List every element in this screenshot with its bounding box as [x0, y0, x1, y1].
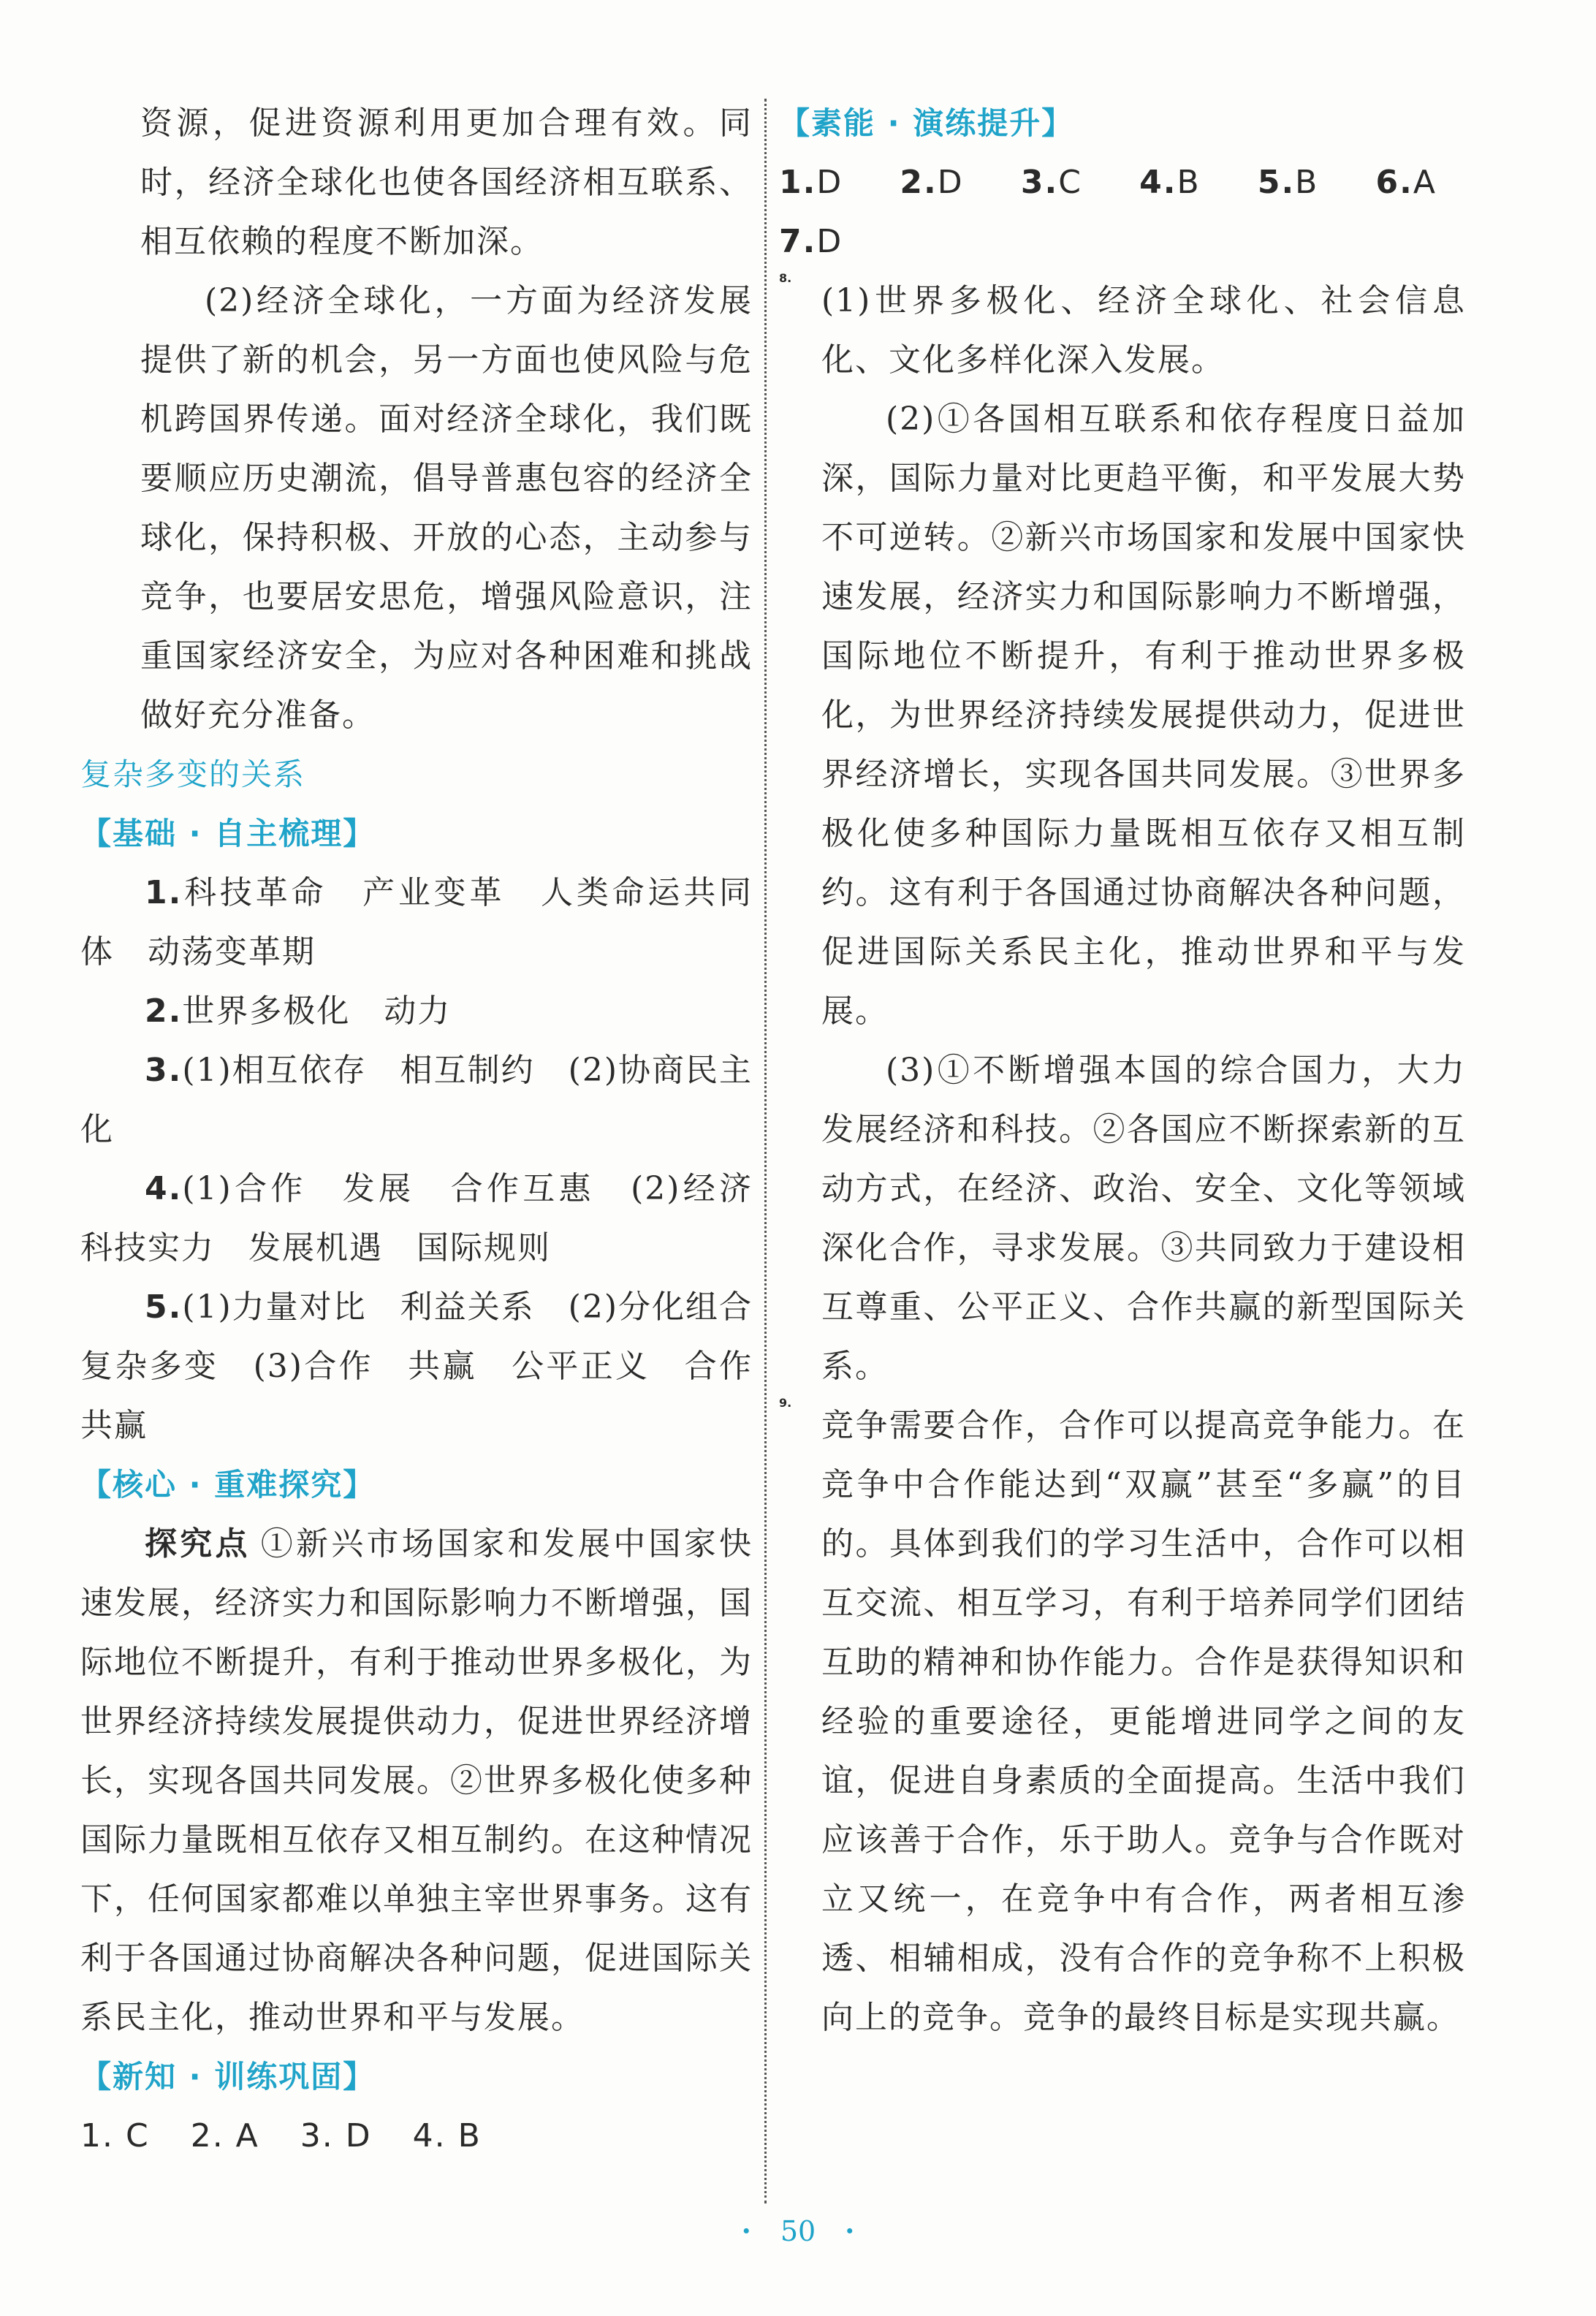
- item-text: (1)力量对比 利益关系 (2)分化组合 复杂多变 (3)合作 共赢 公平正义 合作共赢: [80, 1288, 786, 1444]
- mc-answer: [779, 223, 843, 260]
- jichu-item: [80, 1277, 786, 1455]
- continued-paragraph: 资源，促进资源利用更加合理有效。同时，经济全球化也使各国经济相互联系、相互依赖的程度不断加深。: [140, 105, 753, 260]
- question-9: [779, 1396, 1466, 2047]
- globalization-paragraph: (2)经济全球化，一方面为经济发展提供了新的机会，另一方面也使风险与危机跨国界传递。面对经济全球化，我们既要顺应历史潮流，倡导普惠包容的经济全球化，保持积极、开放的心态，主动参与竞争，也要居安思危，增强风险意识，注重国家经济安全，为应对各种困难和挑战做好充分准备。: [140, 282, 753, 734]
- hexin-header: 【核心 · 重难探究】: [80, 1467, 376, 1503]
- mc-choice: B: [1177, 164, 1201, 201]
- page-number: [0, 2214, 1596, 2247]
- mc-num: 6.: [1375, 164, 1413, 201]
- q8-part2: (2)①各国相互联系和依存程度日益加深，国际力量对比更趋平衡，和平发展大势不可逆转。②新兴市场国家和发展中国家快速发展，经济实力和国际影响力不断增强，国际地位不断提升，有利于推动世界多极化，为世界经济持续发展提供动力，促进世界经济增长，实现各国共同发展。③世界多极化使多种国际力量既相互依存又相互制约。这有利于各国通过协商解决各种问题，促进国际关系民主化，推动世界和平与发展。: [821, 400, 1466, 1030]
- tanjiu-label: 探究点: [145, 1525, 251, 1563]
- question-number: 8.: [779, 271, 792, 285]
- mc-num: 2.: [900, 164, 938, 201]
- question-8: [779, 271, 1466, 1396]
- question-number: 9.: [779, 1396, 792, 1410]
- tanjiu-text: ①新兴市场国家和发展中国家快速发展，经济实力和国际影响力不断增强，国际地位不断提升，有利于推动世界多极化，为世界经济持续发展提供动力，促进世界经济增长，实现各国共同发展。②世界多极化使多种国际力量既相互依存又相互制约。在这种情况下，任何国家都难以单独主宰世界事务。这有利于各国通过协商解决各种问题，促进国际关系民主化，推动世界和平与发展。: [80, 1525, 753, 2036]
- mc-answer: [1376, 164, 1437, 201]
- column-divider: [764, 99, 767, 2203]
- mc-num: 5.: [1257, 164, 1296, 201]
- jichu-item: [80, 1041, 753, 1159]
- q8-part1: (1)世界多极化、经济全球化、社会信息化、文化多样化深入发展。: [821, 282, 1466, 379]
- mc-num: 3.: [1020, 164, 1059, 201]
- mc-num: 1.: [779, 164, 817, 201]
- mc-choice: D: [816, 223, 843, 260]
- item-text: (1)相互依存 相互制约 (2)协商民主化: [80, 1052, 753, 1148]
- item-number: 5.: [145, 1288, 183, 1326]
- mc-answer: [1021, 164, 1082, 201]
- item-number: 1.: [145, 874, 183, 911]
- mc-answer: [900, 164, 963, 201]
- mc-choice: A: [1413, 164, 1437, 201]
- mc-answer: [1139, 164, 1201, 201]
- item-text: 世界多极化 动力: [182, 992, 452, 1030]
- answer: 2. A: [190, 2117, 259, 2154]
- item-text: (1)合作 发展 合作互惠 (2)经济 科技实力 发展机遇 国际规则: [80, 1170, 786, 1267]
- q8-part3: (3)①不断增强本国的综合国力，大力发展经济和科技。②各国应不断探索新的互动方式，在经济、政治、安全、文化等领域深化合作，寻求发展。③共同致力于建设相互尊重、公平正义、合作共赢的新型国际关系。: [821, 1052, 1466, 1385]
- mc-choice: D: [816, 164, 843, 201]
- mc-num: 7.: [779, 223, 817, 260]
- dot-right: ·: [845, 2214, 855, 2247]
- mc-choice: C: [1058, 164, 1082, 201]
- mc-answer: [779, 164, 843, 201]
- mc-choice: B: [1295, 164, 1319, 201]
- right-column: [779, 94, 1466, 2047]
- item-number: 3.: [145, 1052, 183, 1089]
- left-column: [80, 94, 786, 2165]
- item-number: 2.: [145, 992, 183, 1030]
- tanjiu-paragraph: [80, 1514, 753, 2047]
- item-text: 科技革命 产业变革 人类命运共同体 动荡变革期: [80, 874, 753, 971]
- xinzhi-answers: [80, 2106, 753, 2165]
- page-number-value: 50: [780, 2215, 816, 2247]
- mc-num: 4.: [1139, 164, 1177, 201]
- jichu-item: [80, 982, 753, 1041]
- answer: 3. D: [300, 2117, 372, 2154]
- item-number: 4.: [145, 1170, 183, 1207]
- mc-choice: D: [937, 164, 964, 201]
- dot-left: ·: [741, 2214, 751, 2247]
- jichu-header: 【基础 · 自主梳理】: [80, 816, 376, 851]
- jichu-item: [80, 1159, 786, 1277]
- xinzhi-header: 【新知 · 训练巩固】: [80, 2059, 376, 2095]
- answer: 1. C: [80, 2117, 150, 2154]
- section-title: 复杂多变的关系: [80, 756, 306, 792]
- answer: 4. B: [412, 2117, 482, 2154]
- mc-answers: [779, 153, 1466, 271]
- q9-answer: 竞争需要合作，合作可以提高竞争能力。在竞争中合作能达到“双赢”甚至“多赢”的目的。具体到我们的学习生活中，合作可以相互交流、相互学习，有利于培养同学们团结互助的精神和协作能力。合作是获得知识和经验的重要途径，更能增进同学之间的友谊，促进自身素质的全面提高。生活中我们应该善于合作，乐于助人。竞争与合作既对立又统一，在竞争中有合作，两者相互渗透、相辅相成，没有合作的竞争称不上积极向上的竞争。竞争的最终目标是实现共赢。: [821, 1407, 1466, 2036]
- suneng-header: 【素能 · 演练提升】: [779, 105, 1074, 141]
- jichu-item: [80, 863, 753, 982]
- mc-answer: [1258, 164, 1319, 201]
